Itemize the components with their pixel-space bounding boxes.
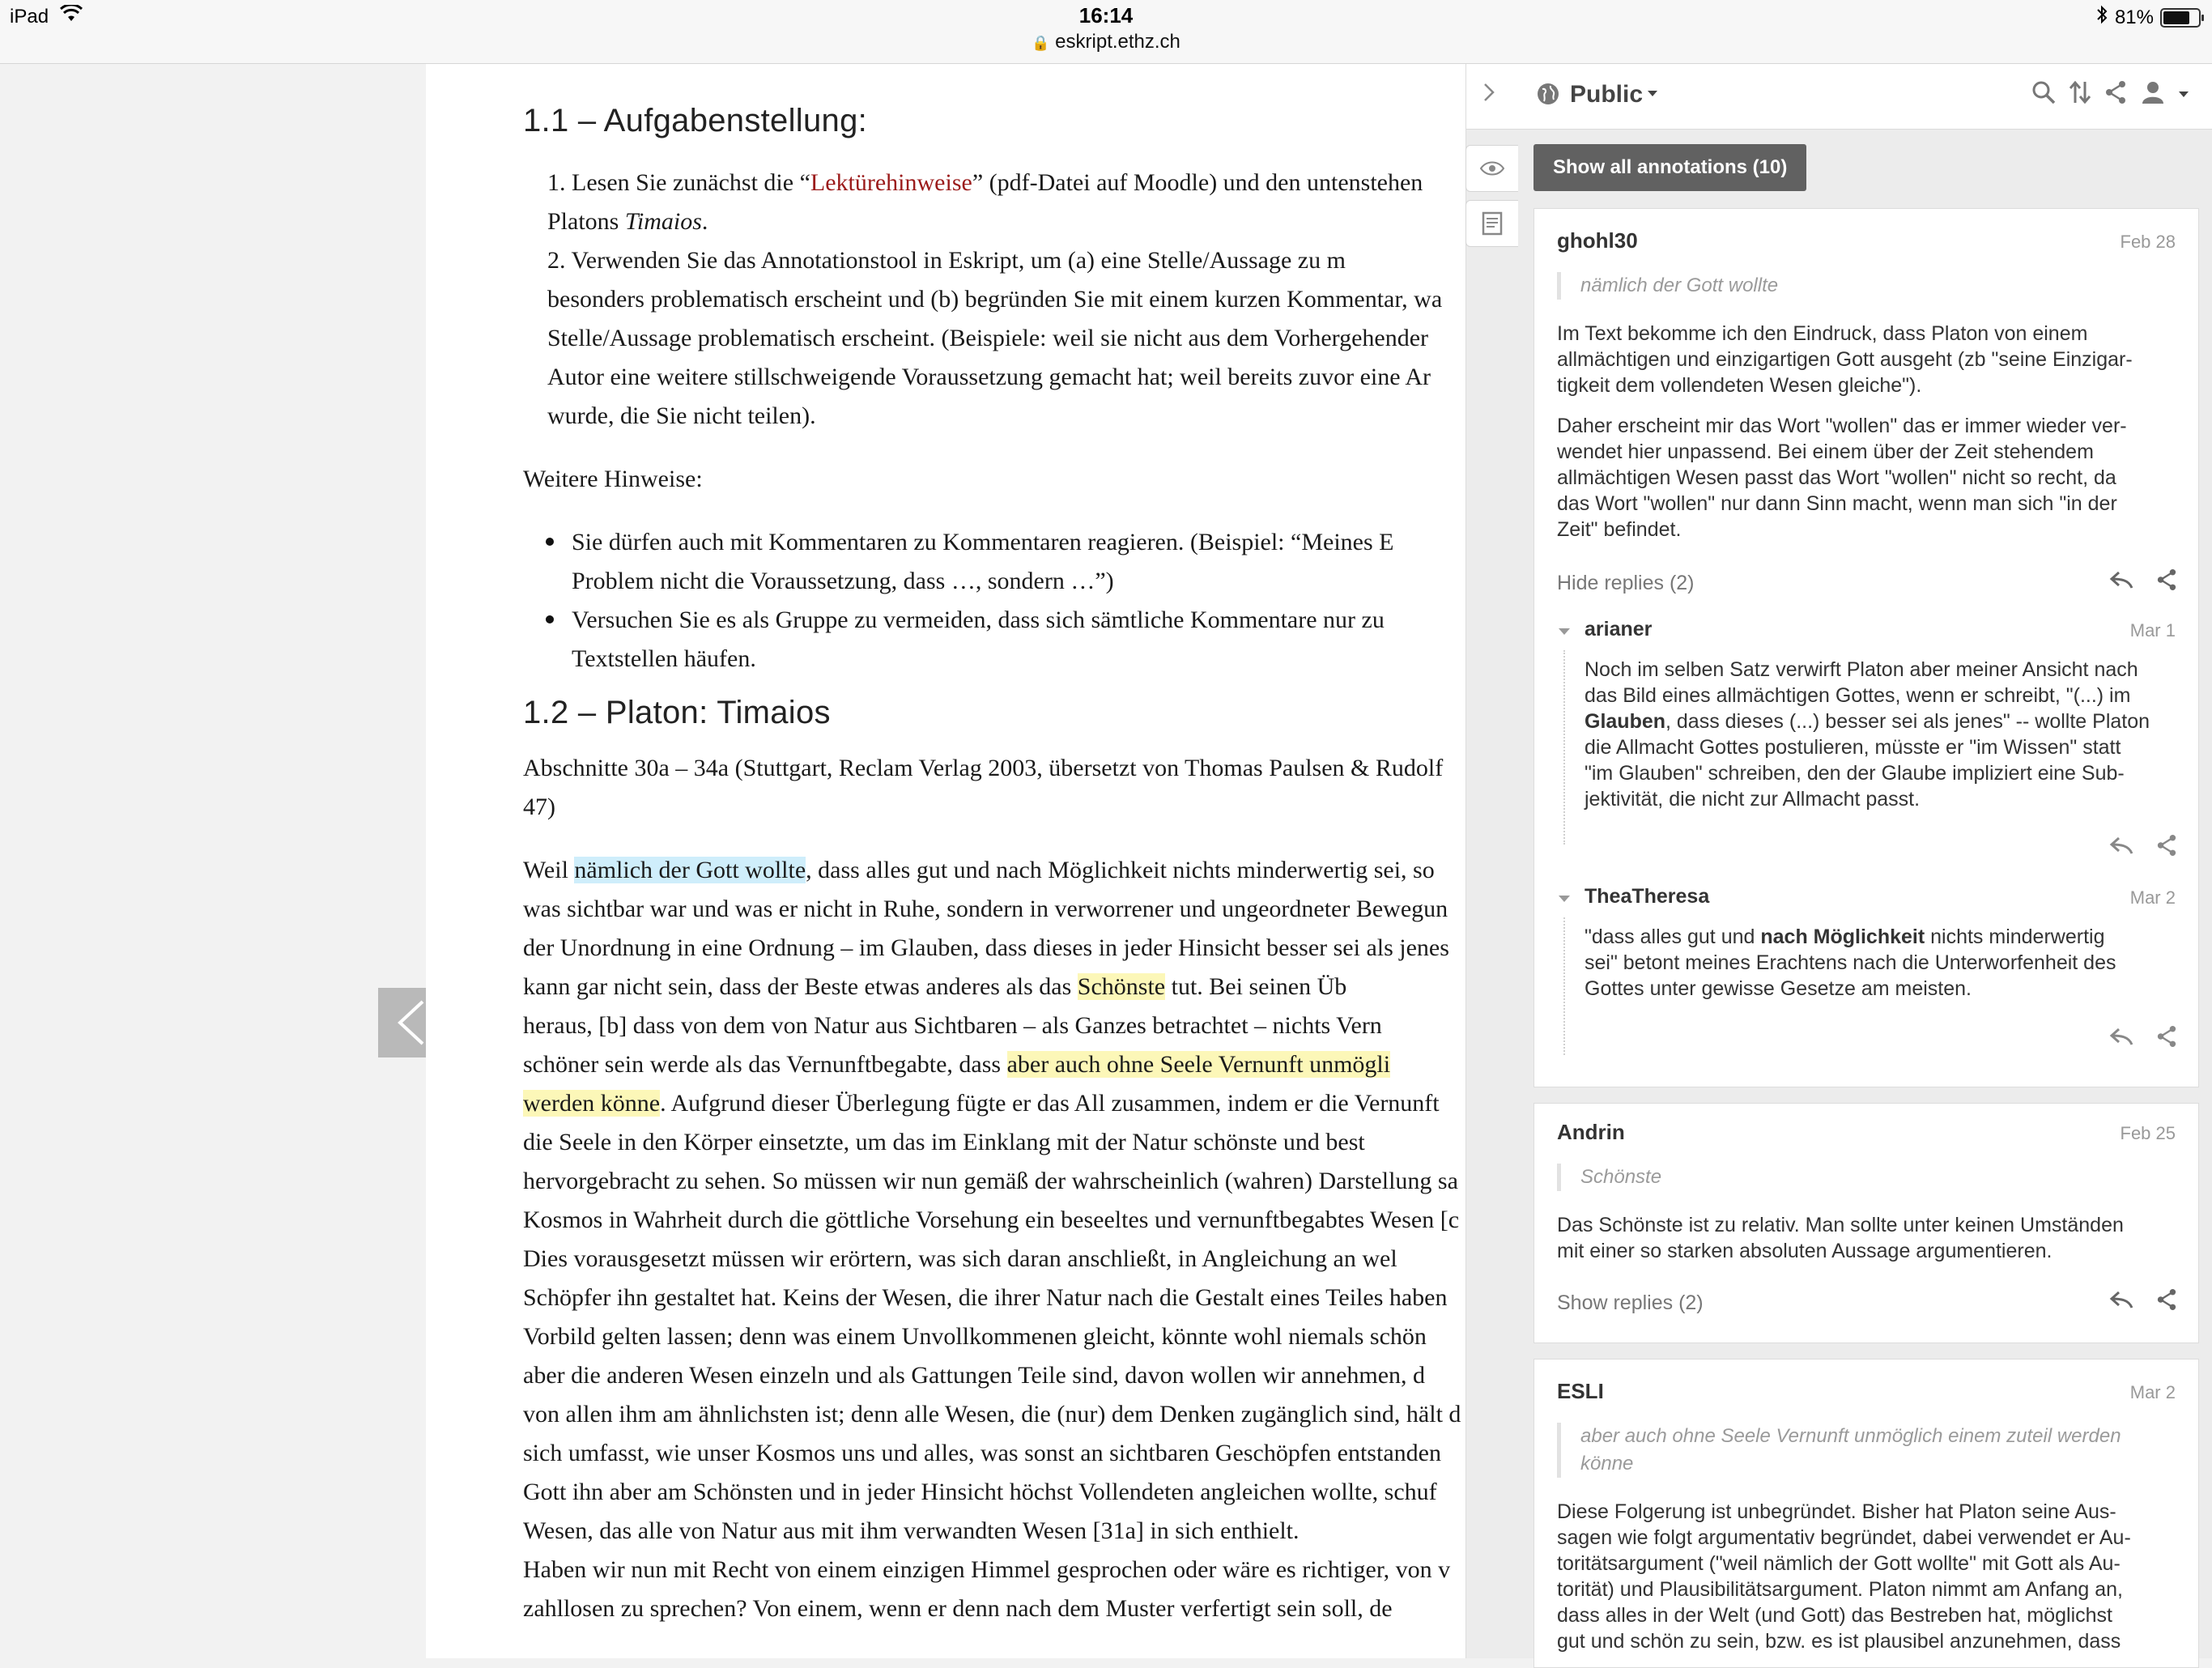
text-line: was sichtbar war und was er nicht in Ruhe, sondern in verworrener und ungeordneter Bewegun xyxy=(523,896,1448,922)
battery-percent: 81% xyxy=(2114,6,2154,28)
bullet-1-line-2: Problem nicht die Voraussetzung, dass …, sondern …”) xyxy=(572,568,1114,594)
section-heading-1-2: 1.2 – Platon: Timaios xyxy=(523,695,831,730)
text-span: Platons xyxy=(547,208,625,235)
highlight-seele-vernunft-cont[interactable]: werden könne xyxy=(523,1090,661,1117)
document-content xyxy=(523,103,1482,1628)
annotation-body xyxy=(1557,1212,2189,1264)
annotation-date[interactable]: Feb 28 xyxy=(2120,232,2176,252)
task-2-line: 2. Verwenden Sie das Annotationstool in Eskript, um (a) eine Stelle/Aussage zu m xyxy=(547,247,1346,274)
source-line-2: 47) xyxy=(523,794,555,820)
sort-icon[interactable] xyxy=(2069,80,2091,109)
task-2-line: Autor eine weitere stillschweigende Voraussetzung gemacht hat; weil bereits zuvor eine Ar xyxy=(547,364,1431,390)
text-line: Haben wir nun mit Recht von einem einzigen Himmel gesprochen oder wäre es richtiger, von v xyxy=(523,1556,1451,1583)
text-span: schöner sein werde als das Vernunftbegabte, dass xyxy=(523,1051,1007,1078)
text-span: 1. Lesen Sie zunächst die “ xyxy=(547,169,810,196)
url-text: eskript.ethz.ch xyxy=(1055,31,1180,53)
text-line: aber die anderen Wesen einzeln und als Gattungen Teile sind, davon wollen wir annehmen, d xyxy=(523,1362,1426,1389)
annotation-quote: nämlich der Gott wollte xyxy=(1557,272,2172,300)
search-icon[interactable] xyxy=(2031,80,2056,109)
user-icon[interactable] xyxy=(2140,80,2166,109)
body-line: "im Glauben" schreiben, den der Glaube impliziert eine Sub- xyxy=(1585,762,2125,785)
body-paragraph xyxy=(1557,321,2180,398)
text-line: der Unordnung in eine Ordnung – im Glauben, dass dieses in jeder Hinsicht besser sei als jenes xyxy=(523,934,1449,961)
body-line: Das Schönste ist zu relativ. Man sollte unter keinen Umständen xyxy=(1557,1214,2124,1236)
collapse-reply-chevron-icon[interactable] xyxy=(1559,896,1570,902)
quote-line: könne xyxy=(1580,1453,1634,1474)
reply-icon[interactable] xyxy=(2109,570,2133,594)
text-span: . Aufgrund dieser Überlegung fügte er das All zusammen, indem er die Vernunft xyxy=(660,1090,1440,1117)
body-line: gut und schön zu sein, bzw. es ist plausibel anzunehmen, dass xyxy=(1557,1630,2121,1653)
reply-date[interactable]: Mar 2 xyxy=(2129,887,2176,908)
text-span: kann gar nicht sein, dass der Beste etwas anderes als das xyxy=(523,973,1078,1000)
share-icon[interactable] xyxy=(2104,80,2127,109)
body-line: Noch im selben Satz verwirft Platon aber meiner Ansicht nach xyxy=(1585,658,2138,681)
annotation-card xyxy=(1534,1103,2199,1343)
text-line: Dies vorausgesetzt müssen wir erörtern, was sich daran anschließt, in Angleichung an wel xyxy=(523,1245,1397,1272)
highlight-seele-vernunft[interactable]: aber auch ohne Seele Vernunft unmögli xyxy=(1006,1051,1391,1078)
text-line: heraus, [b] dass von dem von Natur aus Sichtbaren – als Ganzes betrachtet – nichts Vern xyxy=(523,1012,1382,1039)
annotation-quote: Schönste xyxy=(1557,1164,2172,1191)
body-line: "dass alles gut und xyxy=(1585,925,1761,948)
reply-actions xyxy=(2109,834,2177,861)
section-heading-1-1: 1.1 – Aufgabenstellung: xyxy=(523,103,868,138)
url-bar[interactable] xyxy=(0,31,2212,53)
text-line: sich umfasst, wie unser Kosmos uns und alles, was sonst an sichtbaren Geschöpfen entstanden xyxy=(523,1440,1441,1466)
globe-icon xyxy=(1536,82,1560,110)
annotation-author[interactable]: Andrin xyxy=(1557,1120,1625,1144)
bullet-2-line-1: Versuchen Sie es als Gruppe zu vermeiden, dass sich sämtliche Kommentare nur zu xyxy=(523,601,1482,640)
visibility-dropdown[interactable]: Public xyxy=(1570,81,1644,108)
task-1-line-1 xyxy=(523,164,1482,202)
text-line xyxy=(523,1045,1482,1084)
annotation-actions xyxy=(2109,568,2177,595)
reply-actions xyxy=(2109,1025,2177,1052)
reply-icon[interactable] xyxy=(2109,1027,2133,1050)
show-replies-link[interactable]: Show replies (2) xyxy=(1557,1291,1704,1314)
text-line xyxy=(523,968,1482,1006)
body-line: torität) und Plausibilitätsargument. Platon nimmt am Anfang an, xyxy=(1557,1578,2123,1601)
text-line: hervorgebracht zu sehen. So müssen wir nun gemäß der wahrscheinlich (wahren) Darstellung sa xyxy=(523,1168,1458,1194)
body-line: , dass dieses (...) besser sei als jenes" -- wollte Platon xyxy=(1665,710,2150,733)
body-line: allmächtigen Wesen passt das Wort "wollen" nicht so recht, da xyxy=(1557,466,2116,489)
text-line: Kosmos in Wahrheit durch die göttliche Vorsehung ein beseeltes und vernunftbegabtes Wesen [c xyxy=(523,1206,1460,1233)
body-line: tigkeit dem vollendeten Wesen gleiche"). xyxy=(1557,374,1922,397)
left-margin xyxy=(0,64,425,1658)
share-icon[interactable] xyxy=(2156,568,2177,595)
toggle-highlights-button[interactable] xyxy=(1465,145,1518,192)
hide-replies-link[interactable]: Hide replies (2) xyxy=(1557,572,1695,594)
body-line: dass alles in der Welt (und Gott) das Bestreben hat, möglichst xyxy=(1557,1604,2112,1627)
body-line: Daher erscheint mir das Wort "wollen" das er immer wieder ver- xyxy=(1557,415,2127,437)
reply-icon[interactable] xyxy=(2109,1290,2133,1313)
device-name: iPad xyxy=(10,5,49,28)
share-icon[interactable] xyxy=(2156,1288,2177,1315)
chevron-left-icon xyxy=(393,998,429,1047)
hints-title: Weitere Hinweise: xyxy=(523,466,703,492)
annotation-card xyxy=(1534,208,2199,1087)
body-line: das Bild eines allmächtigen Gottes, wenn er schreibt, "(...) im xyxy=(1585,684,2131,707)
eye-icon xyxy=(1480,160,1504,177)
reply-body xyxy=(1585,657,2184,812)
text-line: Vorbild gelten lassen; denn was einem Unvollkommenen gleicht, könnte wohl niemals schön xyxy=(523,1323,1427,1350)
bullet-2-line-2: Textstellen häufen. xyxy=(572,645,756,672)
clock: 16:14 xyxy=(1078,3,1134,28)
bold-text: Glauben xyxy=(1585,710,1666,733)
task-2-line: wurde, die Sie nicht teilen). xyxy=(547,402,816,429)
lock-icon: 🔒 xyxy=(1032,35,1050,51)
body-line: sei" betont meines Erachtens nach die Unterworfenheit des xyxy=(1585,951,2116,974)
body-line: allmächtigen und einzigartigen Gott ausgeht (zb "seine Einzigar- xyxy=(1557,348,2133,371)
text-line: zahllosen zu sprechen? Von einem, wenn er denn nach dem Muster verfertigt sein soll, de xyxy=(523,1595,1393,1622)
task-2-line: Stelle/Aussage problematisch erscheint. (Beispiele: weil sie nicht aus dem Vorhergehender xyxy=(547,325,1429,351)
quote-line: aber auch ohne Seele Vernunft unmöglich einem zuteil werden xyxy=(1580,1425,2121,1447)
annotation-body xyxy=(1557,1499,2197,1654)
battery-fill xyxy=(2163,11,2189,24)
share-icon[interactable] xyxy=(2156,1025,2177,1052)
reply-body xyxy=(1585,924,2184,1002)
reply-thread-line xyxy=(1563,917,1565,1055)
sidebar-toolbar xyxy=(1466,64,2212,130)
source-line-1: Abschnitte 30a – 34a (Stuttgart, Reclam Verlag 2003, übersetzt von Thomas Paulsen & Rudolf xyxy=(523,755,1444,781)
body-line: die Allmacht Gottes postulieren, müsste er "im Wissen" statt xyxy=(1585,736,2121,759)
battery-icon xyxy=(2160,8,2201,28)
lektuerehinweise-link[interactable]: Lektürehinweise xyxy=(810,169,972,196)
collapse-reply-chevron-icon[interactable] xyxy=(1559,628,1570,635)
annotation-date[interactable]: Feb 25 xyxy=(2120,1123,2176,1143)
body-line: sagen wie folgt argumentativ begründet, dabei verwendet er Au- xyxy=(1557,1526,2131,1549)
text-span: tut. Bei seinen Üb xyxy=(1165,973,1347,1000)
bluetooth-icon xyxy=(2095,5,2108,30)
document-page xyxy=(426,64,1482,1658)
task-2-line: besonders problematisch erscheint und (b) begründen Sie mit einem kurzen Kommentar, wa xyxy=(547,286,1443,313)
text-span: ” (pdf-Datei auf Moodle) und den untenstehen xyxy=(972,169,1423,196)
show-all-annotations-button[interactable]: Show all annotations (10) xyxy=(1534,144,1806,191)
text-span: . xyxy=(701,208,708,235)
text-line xyxy=(523,851,1482,890)
text-line: Gott ihn aber am Schönsten und in jeder Hinsicht höchst Vollendeten angleichen wollte, schuf xyxy=(523,1479,1437,1505)
bold-text: nach Möglichkeit xyxy=(1760,925,1925,948)
text-span: , dass alles gut und nach Möglichkeit nichts minderwertig sei, so xyxy=(806,857,1435,883)
timaios-emphasis: Timaios xyxy=(624,208,702,235)
chevron-down-icon[interactable] xyxy=(1648,91,1657,96)
reply-icon[interactable] xyxy=(2109,836,2133,859)
body-paragraph xyxy=(1557,413,2180,543)
annotation-author[interactable]: ESLI xyxy=(1557,1379,1604,1403)
bullet-1-line-1: Sie dürfen auch mit Kommentaren zu Kommentaren reagieren. (Beispiel: “Meines E xyxy=(523,523,1482,562)
annotation-body xyxy=(1557,321,2180,557)
chevron-right-icon xyxy=(1482,82,1495,103)
text-line: die Seele in den Körper einsetzte, um das im Einklang mit der Natur schönste und best xyxy=(523,1129,1365,1155)
reply-thread-line xyxy=(1563,650,1565,845)
annotation-actions xyxy=(2109,1288,2177,1315)
status-right xyxy=(2095,5,2201,30)
highlight-naemlich-der-gott-wollte[interactable]: nämlich der Gott wollte xyxy=(574,857,806,883)
page-notes-button[interactable] xyxy=(1465,200,1518,247)
highlight-schoenste[interactable]: Schönste xyxy=(1077,973,1166,1000)
body-line: Zeit" befindet. xyxy=(1557,518,1682,541)
annotation-author[interactable]: ghohl30 xyxy=(1557,228,1638,253)
body-line: nichts minderwertig xyxy=(1925,925,2105,948)
body-line: Diese Folgerung ist unbegründet. Bisher hat Platon seine Aus- xyxy=(1557,1500,2116,1523)
annotation-quote xyxy=(1557,1423,2172,1478)
note-icon xyxy=(1482,211,1503,236)
text-line xyxy=(523,1084,1482,1123)
text-line: Schöpfer ihn gestaltet hat. Keins der Wesen, die ihrer Natur nach die Gestalt eines Teiles haben xyxy=(523,1284,1448,1311)
annotation-date[interactable]: Mar 2 xyxy=(2129,1382,2176,1402)
text-line: von allen ihm am ähnlichsten ist; denn alle Wesen, die (nur) dem Denken zugänglich sind, hält d xyxy=(523,1401,1461,1428)
status-bar xyxy=(0,0,2212,64)
collapse-sidebar-button[interactable] xyxy=(1482,82,1495,109)
body-line: toritätsargument ("weil nämlich der Gott wollte" mit Gott als Au- xyxy=(1557,1552,2121,1575)
user-menu-chevron-icon[interactable] xyxy=(2179,91,2189,97)
text-span: Weil xyxy=(523,857,575,883)
toolbar-icons xyxy=(2031,80,2189,109)
reply-author[interactable]: arianer xyxy=(1585,618,1653,640)
share-icon[interactable] xyxy=(2156,834,2177,861)
body-line: Gottes unter gewisse Gesetze am meisten. xyxy=(1585,977,1972,1000)
body-line: das Wort "wollen" nur dann Sinn macht, wenn man sich "in der xyxy=(1557,492,2117,515)
reply-author[interactable]: TheaTheresa xyxy=(1585,885,1710,908)
body-line: mit einer so starken absoluten Aussage argumentieren. xyxy=(1557,1240,2052,1262)
annotation-card xyxy=(1534,1359,2199,1668)
body-line: jektivität, die nicht zur Allmacht passt. xyxy=(1585,788,1921,811)
text-line: Wesen, das alle von Natur aus mit ihm verwandten Wesen [31a] in sich enthielt. xyxy=(523,1517,1300,1544)
task-1-line-2 xyxy=(523,202,1482,241)
reply-date[interactable]: Mar 1 xyxy=(2129,620,2176,640)
body-line: wendet hier unpassend. Bei einem über der Zeit stehendem xyxy=(1557,440,2094,463)
body-line: Im Text bekomme ich den Eindruck, dass Platon von einem xyxy=(1557,322,2088,345)
